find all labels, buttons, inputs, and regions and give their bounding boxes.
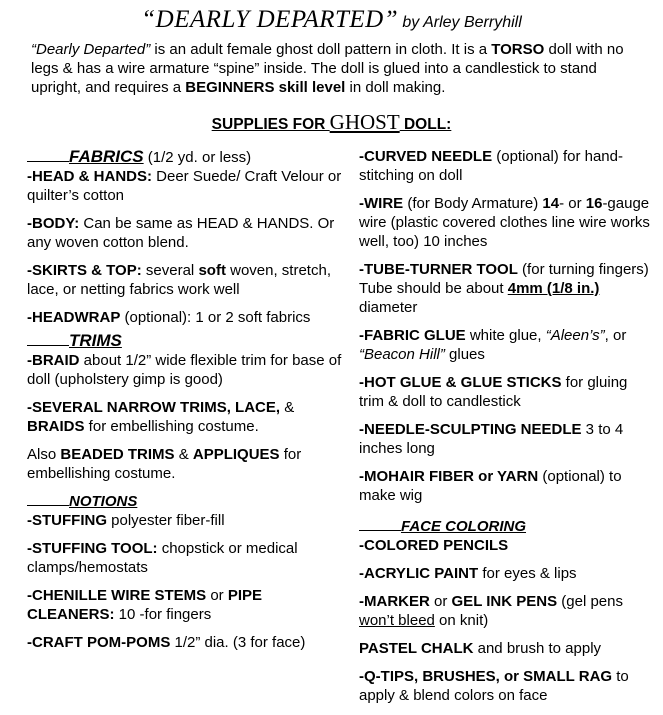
- list-item: [27, 539, 353, 577]
- item-text: (gel pens: [557, 593, 623, 610]
- item-text: or: [206, 587, 228, 604]
- item-text: (for Body Armature): [403, 195, 543, 212]
- intro-skill-level: BEGINNERS skill level: [185, 79, 346, 96]
- item-label: -Q-TIPS, BRUSHES, or SMALL RAG: [359, 668, 613, 685]
- item-text: for eyes & lips: [478, 565, 577, 582]
- list-item: [359, 467, 654, 505]
- page-title: “DEARLY DEPARTED”: [141, 6, 399, 33]
- item-emphasis: won’t bleed: [359, 612, 435, 629]
- item-text: &: [280, 399, 295, 416]
- item-text: woven, stretch, lace, or netting fabrics work well: [27, 262, 331, 298]
- intro-paragraph: [31, 40, 646, 97]
- supplies-heading-part: SUPPLIES FOR: [211, 116, 330, 133]
- list-item: [359, 420, 654, 458]
- item-text: or: [429, 593, 452, 610]
- right-column: [359, 147, 654, 714]
- list-item: [359, 260, 654, 317]
- list-item: [27, 511, 353, 530]
- item-text: to apply & blend colors on face: [359, 668, 629, 704]
- item-label: -ACRYLIC PAINT: [359, 565, 479, 582]
- item-text: and brush to apply: [473, 640, 602, 657]
- list-item: [359, 564, 654, 583]
- list-item: [359, 639, 654, 658]
- item-text: chopstick or medical clamps/hemostats: [27, 540, 298, 576]
- item-label: BRAIDS: [27, 418, 85, 435]
- supplies-heading-ghost: GHOST: [329, 110, 400, 134]
- heading-rule: [27, 345, 69, 346]
- item-text: about 1/2” wide flexible trim for base of doll (upholstery gimp is good): [27, 352, 342, 388]
- item-label: -BRAID: [27, 352, 80, 369]
- list-item: [27, 167, 353, 205]
- item-label: -NEEDLE-SCULPTING NEEDLE: [359, 421, 582, 438]
- item-emphasis: soft: [198, 262, 226, 279]
- list-item: [359, 536, 654, 555]
- list-item: [359, 326, 654, 364]
- list-item: [27, 398, 353, 436]
- list-item: [27, 351, 353, 389]
- item-label: -MARKER: [359, 593, 430, 610]
- item-text: &: [174, 446, 193, 463]
- item-text: - or: [559, 195, 586, 212]
- byline: by Arley Berryhill: [402, 14, 522, 31]
- item-text: Can be same as HEAD & HANDS. Or any woven cotton blend.: [27, 215, 335, 251]
- section-face-label: FACE COLORING: [401, 518, 527, 535]
- item-label: -HOT GLUE & GLUE STICKS: [359, 374, 562, 391]
- item-label: GEL INK PENS: [451, 593, 558, 610]
- item-label: -COLORED PENCILS: [359, 537, 509, 554]
- item-brand: “Aleen’s”: [545, 327, 605, 344]
- item-label: APPLIQUES: [192, 446, 280, 463]
- section-notions: [27, 492, 353, 511]
- item-text: several: [141, 262, 199, 279]
- item-emphasis: 4mm (1/8 in.): [507, 280, 600, 297]
- title-line: [0, 6, 663, 33]
- item-text: white glue,: [465, 327, 546, 344]
- section-fabrics-label: FABRICS: [69, 147, 144, 166]
- item-label: -CHENILLE WIRE STEMS: [27, 587, 207, 604]
- list-item: [359, 147, 654, 185]
- item-text: for embellishing costume.: [27, 446, 302, 482]
- item-text: 1/2” dia. (3 for face): [170, 634, 306, 651]
- item-text: , or: [604, 327, 627, 344]
- item-label: -CURVED NEEDLE: [359, 148, 493, 165]
- item-text: 3 to 4 inches long: [359, 421, 624, 457]
- item-label: -SEVERAL NARROW TRIMS, LACE,: [27, 399, 281, 416]
- list-item: [27, 586, 353, 624]
- item-label: -TUBE-TURNER TOOL: [359, 261, 518, 278]
- item-text: 10 -for fingers: [114, 606, 212, 623]
- item-label: BEADED TRIMS: [60, 446, 175, 463]
- intro-torso: TORSO: [491, 41, 545, 58]
- item-text: Also: [27, 446, 61, 463]
- intro-text: is an adult female ghost doll pattern in cloth. It is a: [150, 41, 492, 58]
- item-label: -SKIRTS & TOP:: [27, 262, 142, 279]
- item-text: polyester fiber-fill: [107, 512, 225, 529]
- section-trims: [27, 331, 353, 351]
- section-fabrics-note: (1/2 yd. or less): [143, 149, 252, 166]
- heading-rule: [27, 161, 69, 162]
- list-item: [27, 308, 353, 327]
- item-label: -MOHAIR FIBER or YARN: [359, 468, 539, 485]
- item-text: for embellishing costume.: [84, 418, 259, 435]
- item-label: -HEADWRAP: [27, 309, 121, 326]
- item-text: (optional): 1 or 2 soft fabrics: [120, 309, 311, 326]
- item-label: -STUFFING TOOL:: [27, 540, 158, 557]
- item-emphasis: 16: [585, 195, 603, 212]
- left-column: [27, 147, 353, 661]
- section-fabrics: [27, 147, 353, 167]
- item-label: -CRAFT POM-POMS: [27, 634, 171, 651]
- item-text: (optional) to make wig: [359, 468, 622, 504]
- item-text: for gluing trim & doll to candlestick: [359, 374, 628, 410]
- list-item: [359, 667, 654, 705]
- item-text: diameter: [359, 299, 418, 316]
- item-label: -BODY:: [27, 215, 80, 232]
- item-text: -gauge wire (plastic covered clothes line wire works well, too) 10 inches: [359, 195, 650, 250]
- heading-rule: [27, 505, 69, 506]
- item-emphasis: 14: [542, 195, 560, 212]
- item-text: (optional) for hand-stitching on doll: [359, 148, 623, 184]
- list-item: [27, 633, 353, 652]
- heading-rule: [359, 530, 401, 531]
- list-item: [27, 445, 353, 483]
- item-brand: “Beacon Hill”: [359, 346, 445, 363]
- intro-text: in doll making.: [345, 79, 446, 96]
- list-item: [27, 261, 353, 299]
- item-text: on knit): [434, 612, 489, 629]
- list-item: [27, 214, 353, 252]
- supplies-heading-part: DOLL:: [399, 116, 452, 133]
- item-label: PASTEL CHALK: [359, 640, 474, 657]
- item-text: glues: [444, 346, 485, 363]
- section-trims-label: TRIMS: [69, 331, 122, 350]
- list-item: [359, 373, 654, 411]
- intro-title-ref: “Dearly Departed”: [31, 41, 151, 58]
- item-text: (for turning fingers) Tube should be about: [359, 261, 649, 297]
- item-label: -STUFFING: [27, 512, 107, 529]
- item-label: -HEAD & HANDS:: [27, 168, 152, 185]
- item-label: -WIRE: [359, 195, 404, 212]
- supplies-heading: [0, 110, 663, 134]
- list-item: [359, 194, 654, 251]
- section-face-coloring: [359, 517, 654, 536]
- list-item: [359, 592, 654, 630]
- intro-text: doll with no legs & has a wire armature “spine” inside. The doll is glued into a candlestick to stand upright, and requires a: [31, 41, 624, 96]
- section-notions-label: NOTIONS: [69, 493, 138, 510]
- item-text: Deer Suede/ Craft Velour or quilter’s cotton: [27, 168, 342, 204]
- item-label: -FABRIC GLUE: [359, 327, 466, 344]
- item-label: PIPE CLEANERS:: [27, 587, 263, 623]
